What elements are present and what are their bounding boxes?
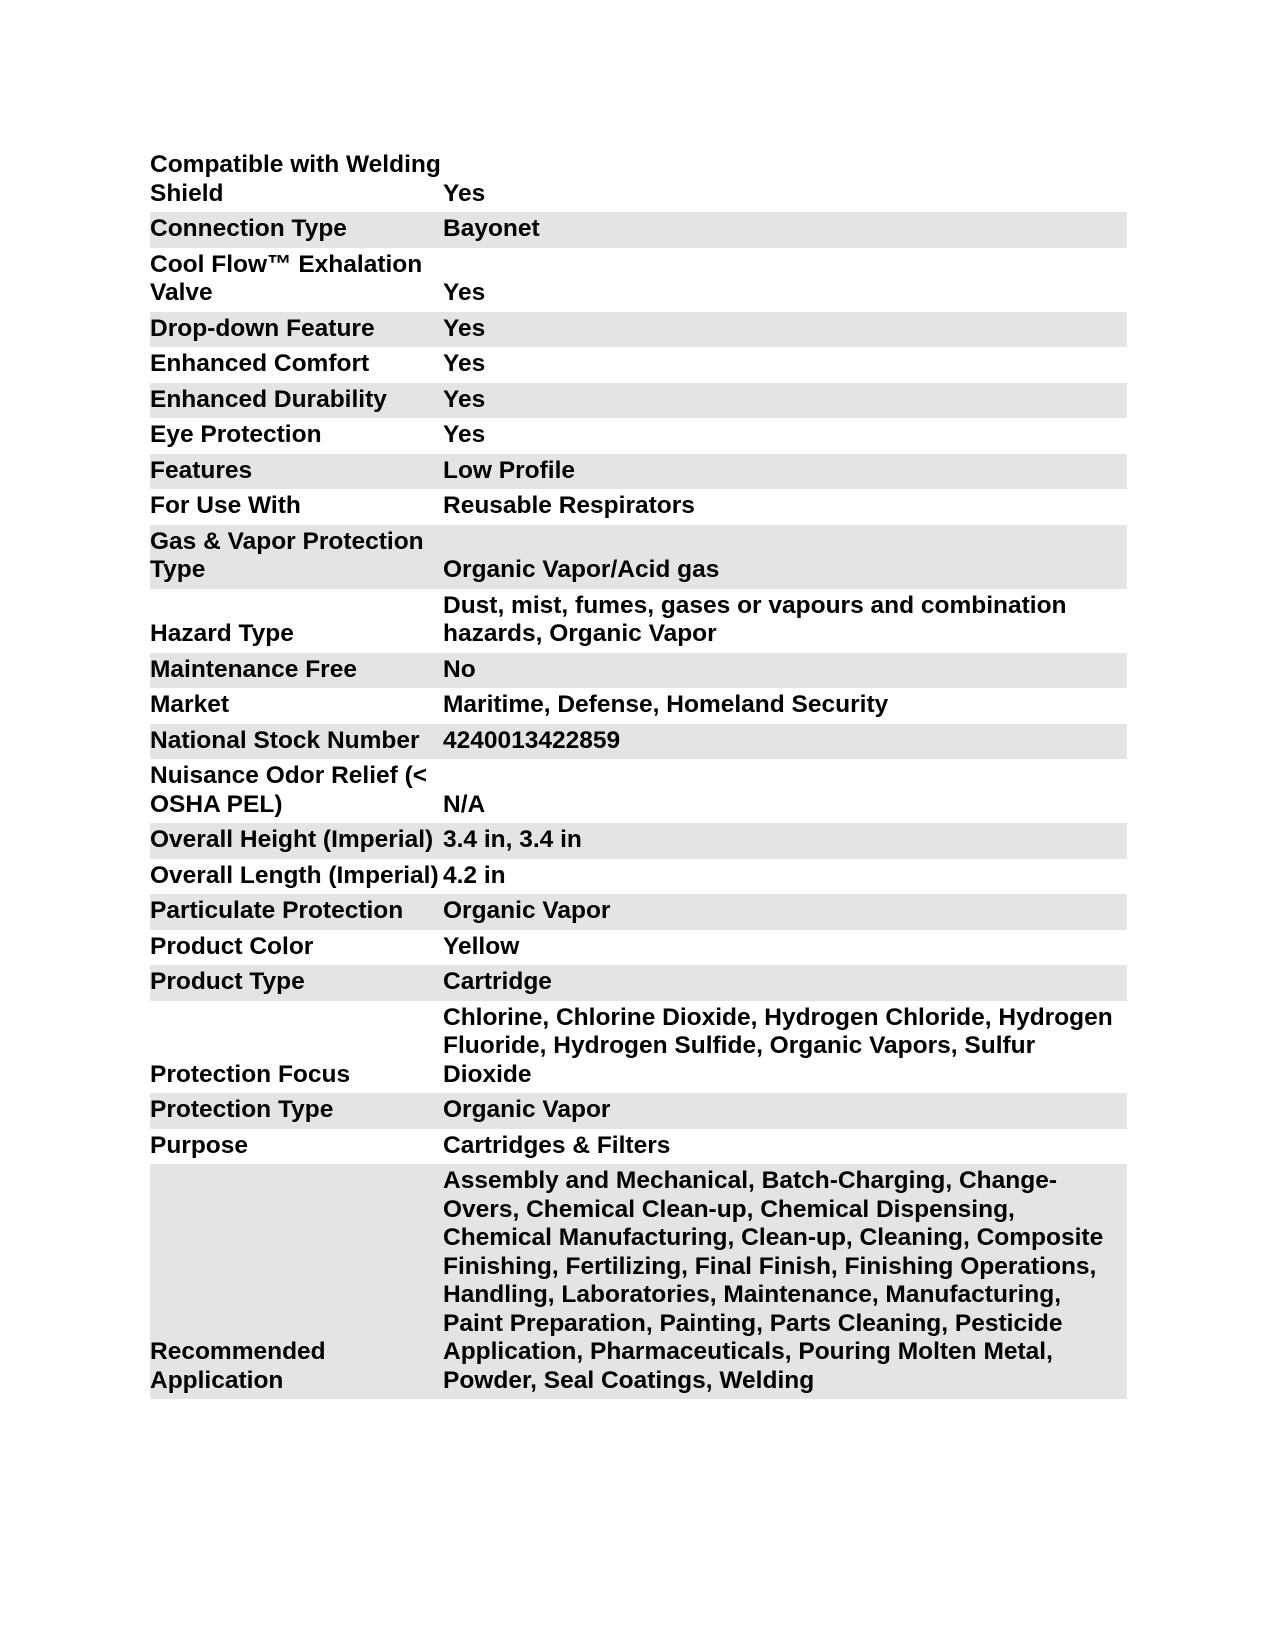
- spec-value: No: [443, 653, 1127, 689]
- spec-row: [150, 823, 1127, 859]
- spec-label: Market: [150, 691, 229, 718]
- spec-label: Enhanced Comfort: [150, 350, 370, 377]
- spec-label: Nuisance Odor Relief (< OSHA PEL): [150, 762, 428, 818]
- spec-value: Organic Vapor: [443, 1093, 1127, 1129]
- spec-value: 3.4 in, 3.4 in: [443, 823, 1127, 859]
- spec-value: Yes: [443, 279, 486, 306]
- spec-row: [150, 212, 1127, 248]
- spec-value: Yes: [443, 179, 486, 207]
- spec-value: N/A: [443, 790, 486, 818]
- spec-row: [150, 418, 1127, 454]
- spec-value: Yes: [443, 312, 1127, 348]
- spec-table: [150, 148, 1127, 1399]
- spec-row: [150, 383, 1127, 419]
- spec-label: National Stock Number: [150, 724, 443, 760]
- spec-label: Hazard Type: [150, 620, 294, 647]
- spec-label: Features: [150, 454, 443, 490]
- spec-row: [150, 248, 1127, 312]
- spec-row: [150, 894, 1127, 930]
- spec-label: For Use With: [150, 492, 301, 519]
- spec-label: Drop-down Feature: [150, 312, 443, 348]
- spec-value: Maritime, Defense, Homeland Security: [443, 691, 889, 718]
- spec-value: Cartridge: [443, 965, 1127, 1001]
- spec-row: [150, 489, 1127, 525]
- spec-value: Yellow: [443, 932, 520, 960]
- spec-label: Particulate Protection: [150, 894, 443, 930]
- spec-label: Product Type: [150, 965, 443, 1001]
- spec-row: [150, 688, 1127, 724]
- spec-label: Eye Protection: [150, 421, 322, 448]
- spec-row: [150, 589, 1127, 653]
- spec-value: Yes: [443, 350, 486, 377]
- spec-label: Protection Focus: [150, 1060, 351, 1088]
- spec-value: 4.2 in: [443, 861, 506, 889]
- spec-value: Reusable Respirators: [443, 492, 695, 519]
- spec-label: Gas & Vapor Protection Type: [150, 525, 443, 589]
- spec-row: [150, 525, 1127, 589]
- spec-label: Protection Type: [150, 1093, 443, 1129]
- spec-row: [150, 759, 1127, 823]
- spec-value: Yes: [443, 383, 1127, 419]
- spec-label: Maintenance Free: [150, 653, 443, 689]
- spec-value: Organic Vapor: [443, 894, 1127, 930]
- spec-row: [150, 347, 1127, 383]
- spec-row: [150, 1093, 1127, 1129]
- spec-row: [150, 724, 1127, 760]
- spec-label: Enhanced Durability: [150, 383, 443, 419]
- spec-value: Dust, mist, fumes, gases or vapours and combination hazards, Organic Vapor: [443, 591, 1067, 647]
- spec-value: 4240013422859: [443, 724, 1127, 760]
- spec-value: Cartridges & Filters: [443, 1131, 671, 1159]
- spec-row: [150, 454, 1127, 490]
- spec-row: [150, 653, 1127, 689]
- spec-row: [150, 148, 1127, 212]
- spec-row: [150, 930, 1127, 966]
- spec-label: Cool Flow™ Exhalation Valve: [150, 250, 423, 306]
- spec-value: Yes: [443, 421, 486, 448]
- spec-label: Compatible with Welding Shield: [150, 151, 441, 207]
- spec-row: [150, 1001, 1127, 1094]
- spec-value: Low Profile: [443, 454, 1127, 490]
- spec-label: Purpose: [150, 1131, 249, 1159]
- spec-label: Recommended Application: [150, 1164, 443, 1399]
- spec-row: [150, 1164, 1127, 1399]
- spec-value: Organic Vapor/Acid gas: [443, 525, 1127, 589]
- spec-label: Overall Height (Imperial): [150, 823, 443, 859]
- spec-row: [150, 312, 1127, 348]
- spec-label: Overall Length (Imperial): [150, 861, 439, 889]
- spec-value: Bayonet: [443, 212, 1127, 248]
- spec-value: Assembly and Mechanical, Batch-Charging, Change-Overs, Chemical Clean-up, Chemical Dispensing, Chemical Manufacturing, Clean-up, Cleaning, Composite Finishing, Fertilizing, Final Finish, Finishing Operations, Handling, Laboratories, Maintenance, Manufacturing, Paint Preparation, Painting, Parts Cleaning, Pesticide Application, Pharmaceuticals, Pouring Molten Metal, Powder, Seal Coatings, Welding: [443, 1164, 1127, 1399]
- spec-row: [150, 965, 1127, 1001]
- spec-row: [150, 859, 1127, 895]
- spec-label: Connection Type: [150, 212, 443, 248]
- spec-label: Product Color: [150, 932, 314, 960]
- spec-row: [150, 1129, 1127, 1165]
- spec-value: Chlorine, Chlorine Dioxide, Hydrogen Chloride, Hydrogen Fluoride, Hydrogen Sulfide, Organic Vapors, Sulfur Dioxide: [443, 1003, 1113, 1088]
